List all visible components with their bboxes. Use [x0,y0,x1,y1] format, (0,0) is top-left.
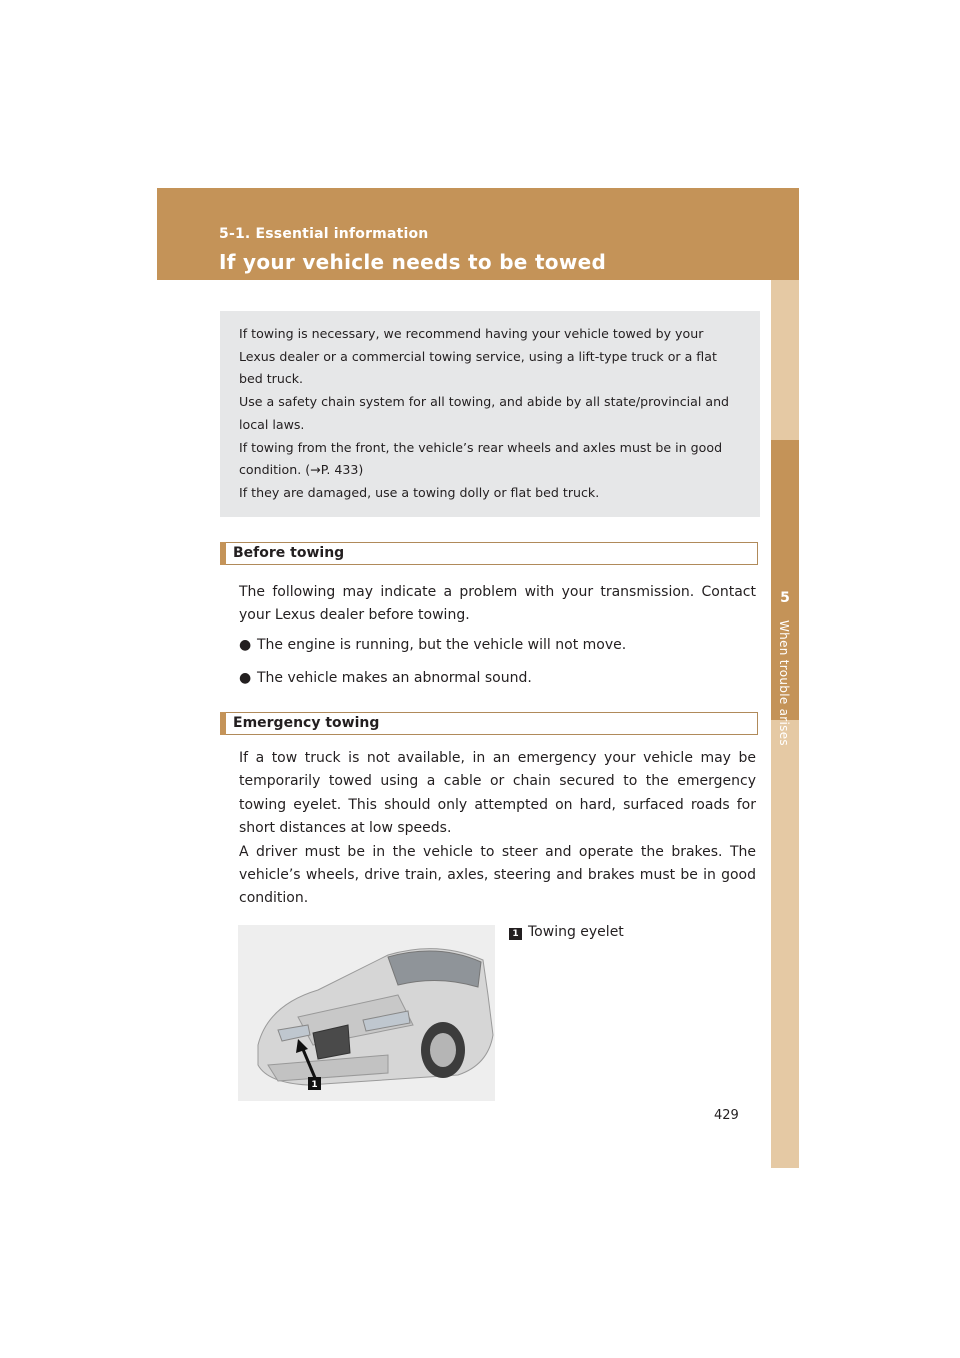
callout-number-badge: 1 [509,928,522,940]
section-label: 5-1. Essential information [219,226,429,242]
list-item [239,637,626,653]
figure-callout [509,924,624,940]
towing-eyelet-illustration [238,925,495,1101]
callout-label: Towing eyelet [528,924,624,940]
before-towing-heading-text: Before towing [233,545,345,561]
car-front-image [238,925,495,1101]
svg-text:1: 1 [311,1080,318,1090]
intro-box [220,311,760,517]
bullet-icon: ● [239,670,252,686]
before-towing-text [239,581,756,628]
intro-line: If towing is necessary, we recommend having your vehicle towed by your Lexus dealer or a commercial towing service, using a lift-type truck or a flat bed truck. [239,326,717,387]
chapter-side-tab [771,280,799,1168]
chapter-number: 5 [780,590,790,606]
page-header [157,188,799,280]
emergency-towing-heading [220,712,758,735]
emergency-towing-heading-text: Emergency towing [233,715,380,731]
before-towing-heading [220,542,758,565]
emergency-towing-paragraph-2: A driver must be in the vehicle to steer and operate the brakes. The vehicle’s wheels, drive train, axles, steering and brakes must be in good condition. [239,843,756,907]
bullet-icon: ● [239,637,252,653]
heading-accent-bar [220,542,226,565]
list-item-text: The engine is running, but the vehicle will not move. [257,637,627,653]
list-item-text: The vehicle makes an abnormal sound. [257,670,532,686]
chapter-title: When trouble arises [777,620,791,746]
page-number: 429 [714,1108,739,1123]
list-item [239,670,532,686]
page-title: If your vehicle needs to be towed [219,250,607,274]
heading-accent-bar [220,712,226,735]
intro-line: If they are damaged, use a towing dolly or flat bed truck. [239,484,600,500]
emergency-towing-paragraph-1: If a tow truck is not available, in an emergency your vehicle may be temporarily towed using a cable or chain secured to the emergency towing eyelet. This should only attempted on hard, surfaced roads for short distances at low speeds. [239,750,756,837]
intro-line: Use a safety chain system for all towing, and abide by all state/provincial and local laws. [239,394,730,432]
intro-line: If towing from the front, the vehicle’s rear wheels and axles must be in good condition. (→P. 433) [239,439,723,478]
before-towing-paragraph: The following may indicate a problem with your transmission. Contact your Lexus dealer before towing. [239,584,756,624]
emergency-towing-text [239,747,756,911]
